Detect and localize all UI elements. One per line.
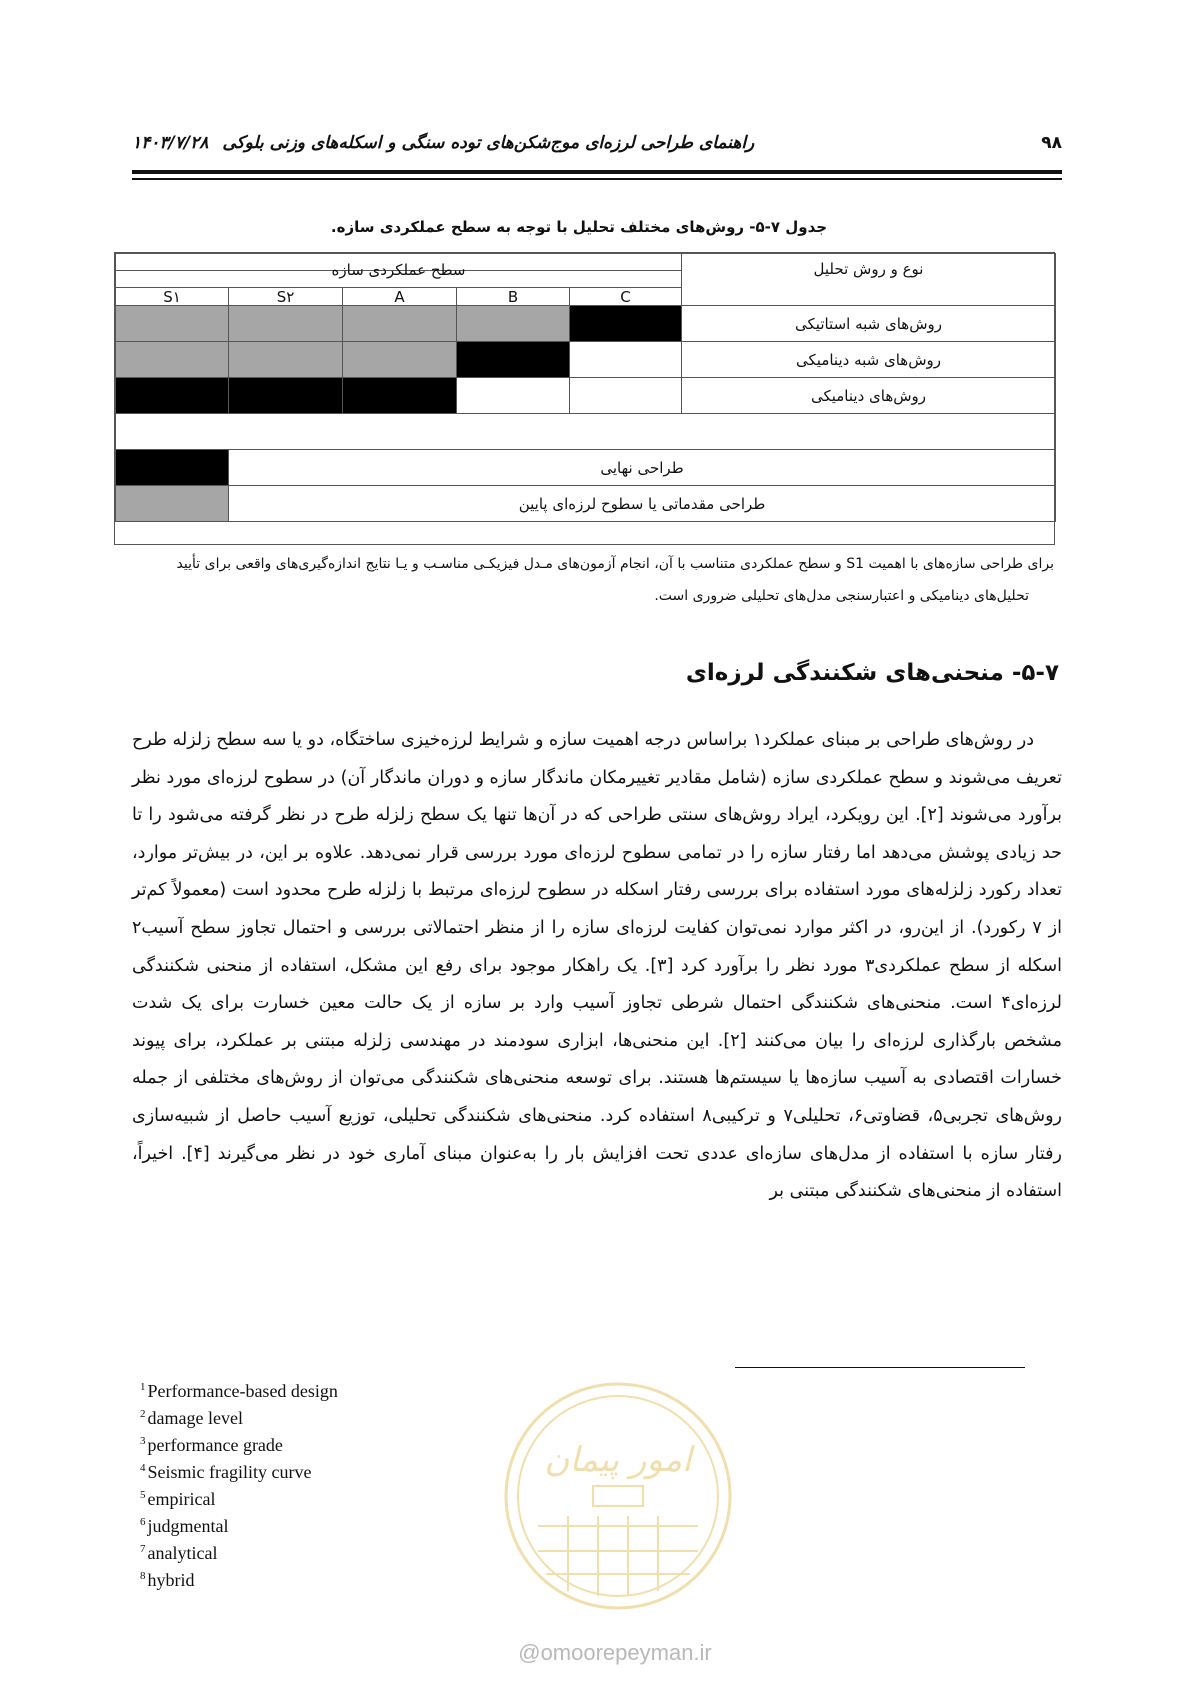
footnote-4: $^4$ Seismic fragility curve xyxy=(140,1462,312,1482)
body-paragraph xyxy=(132,722,1062,1211)
footnote-6: $^6$ judgmental xyxy=(140,1516,229,1536)
header-title-group xyxy=(132,133,754,153)
table-header-method xyxy=(681,253,1056,306)
footnote-1: $^1$ Performance-based design xyxy=(140,1381,338,1401)
cell-d-s2 xyxy=(228,377,343,414)
footnotes xyxy=(140,1376,338,1592)
header-title: راهنمای طراحی لرزه‌ای موج‌شکن‌های توده سنگی و اسکله‌های وزنی بلوکی xyxy=(222,133,755,153)
table-header-levels-cell xyxy=(115,252,682,288)
header-date: ۱۴۰۳/۷/۲۸ xyxy=(132,133,209,153)
footnote-8: $^8$ hybrid xyxy=(140,1570,195,1590)
watermark-stamp-icon xyxy=(498,1376,738,1616)
cell-qs-s1 xyxy=(115,305,229,342)
cell-qd-s1 xyxy=(115,341,229,378)
level-col-a: A xyxy=(342,287,457,306)
cell-qs-a xyxy=(342,305,457,342)
level-header-label: سطح عملکردی سازه xyxy=(331,261,466,279)
row-method-quasi-static: روش‌های شبه استاتیکی xyxy=(681,305,1056,342)
running-header xyxy=(132,128,1062,158)
cell-qs-c xyxy=(569,305,682,342)
cell-qd-b xyxy=(456,341,570,378)
footnote-rule xyxy=(735,1367,1025,1368)
footnote-5: $^5$ empirical xyxy=(140,1489,216,1509)
table-note-line-2: تحلیل‌های دینامیکی و اعتبارسنجی مدل‌های تحلیلی ضروری است. xyxy=(654,588,1029,604)
legend-final-design-label: طراحی نهایی xyxy=(228,449,1056,486)
legend-final-design-swatch xyxy=(115,449,229,486)
row-method-quasi-dynamic: روش‌های شبه دینامیکی xyxy=(681,341,1056,378)
level-col-s2: S۲ xyxy=(228,287,343,306)
cell-d-c xyxy=(569,377,682,414)
header-rule-thin xyxy=(132,178,1062,180)
table-spacer-row xyxy=(115,413,1056,450)
level-col-s1: S۱ xyxy=(115,287,229,306)
page-number: ۹۸ xyxy=(1041,133,1062,153)
analysis-methods-table xyxy=(114,252,1055,545)
footnote-7: $^7$ analytical xyxy=(140,1543,218,1563)
table-caption: جدول ۷-۵- روش‌های مختلف تحلیل با توجه به سطح عملکردی سازه. xyxy=(330,218,828,236)
table-note-line-1: برای طراحی سازه‌های با اهمیت S1 و سطح عملکردی متناسب با آن، انجام آزمون‌های مـدل فیزیکـی مناسـب و یـا نتایج اندازه‌گیری‌های واقعی برای تأیید xyxy=(176,556,1054,572)
cell-d-s1 xyxy=(115,377,229,414)
legend-preliminary-design-swatch xyxy=(115,485,229,522)
row-method-dynamic: روش‌های دینامیکی xyxy=(681,377,1056,414)
level-col-c: C xyxy=(569,287,682,306)
footnote-3: $^3$ performance grade xyxy=(140,1435,283,1455)
cell-qd-c xyxy=(569,341,682,378)
cell-d-b xyxy=(456,377,570,414)
body-text: در روش‌های طراحی بر مبنای عملکرد۱ براساس درجه اهمیت سازه و شرایط لرزه‌خیزی ساختگاه، دو یا سه سطح زلزله طرح تعریف می‌شوند و سطح عملکردی سازه (شامل مقادیر تغییرمکان ماندگار سازه و دوران ماندگار آن) در سطوح لرزه‌ای مورد نظر برآورد می‌شوند [۲]. این رویکرد، ایراد روش‌های سنتی طراحی که در آن‌ها تنها یک سطح زلزله طرح در نظر گرفته می‌شود را تا حد زیادی پوشش می‌دهد اما رفتار سازه را در تمامی سطوح لرزه‌ای مورد بررسی قرار نمی‌دهد. علاوه بر این، در بیش‌تر موارد، تعداد رکورد زلزله‌های مورد استفاده برای بررسی رفتار اسکله در سطوح لرزه‌ای مرتبط با زلزله طرح محدود است (معمولاً کم‌تر از ۷ رکورد). از این‌رو، در اکثر موارد نمی‌توان کفایت لرزه‌ای سازه را از منظر احتمالاتی بررسی و احتمال تجاوز سطح آسیب۲ اسکله از سطح عملکردی۳ مورد نظر را برآورد کرد [۳]. یک راهکار موجود برای رفع این مشکل، استفاده از منحنی شکنندگی لرزه‌ای۴ است. منحنی‌های شکنندگی احتمال شرطی تجاوز آسیب وارد بر سازه از یک حالت معین خسارت برای یک شدت مشخص بارگذاری لرزه‌ای را بیان می‌کنند [۲]. این منحنی‌ها، ابزاری سودمند در مهندسی زلزله مبتنی بر عملکرد، برای پیوند خسارات اقتصادی به آسیب سازه‌ها یا سیستم‌ها هستند. برای توسعه منحنی‌های شکنندگی می‌توان از روش‌های مختلفی از جمله روش‌های تجربی۵، قضاوتی۶، تحلیلی۷ و ترکیبی۸ استفاده کرد. منحنی‌های شکنندگی تحلیلی، توزیع آسیب حاصل از شبیه‌سازی رفتار سازه با استفاده از مدل‌های سازه‌ای عددی تحت افزایش بار را به‌عنوان مبنای آماری خود در نظر می‌گیرند [۴]. اخیراً، استفاده از منحنی‌های شکنندگی مبتنی بر xyxy=(132,730,1062,1202)
section-title: ۵-۷- منحنی‌های شکنندگی لرزه‌ای xyxy=(685,660,1059,686)
cell-qd-a xyxy=(342,341,457,378)
level-col-b: B xyxy=(456,287,570,306)
cell-d-a xyxy=(342,377,457,414)
header-rule-thick xyxy=(132,170,1062,174)
cell-qs-b xyxy=(456,305,570,342)
watermark-site: @omoorepeyman.ir xyxy=(518,1640,712,1665)
footnote-2: $^2$ damage level xyxy=(140,1408,243,1428)
svg-text:امور پیمان: امور پیمان xyxy=(544,1440,692,1480)
legend-preliminary-design-label: طراحی مقدماتی یا سطوح لرزه‌ای پایین xyxy=(228,485,1056,522)
cell-qs-s2 xyxy=(228,305,343,342)
cell-qd-s2 xyxy=(228,341,343,378)
method-header-label: نوع و روش تحلیل xyxy=(813,260,924,278)
